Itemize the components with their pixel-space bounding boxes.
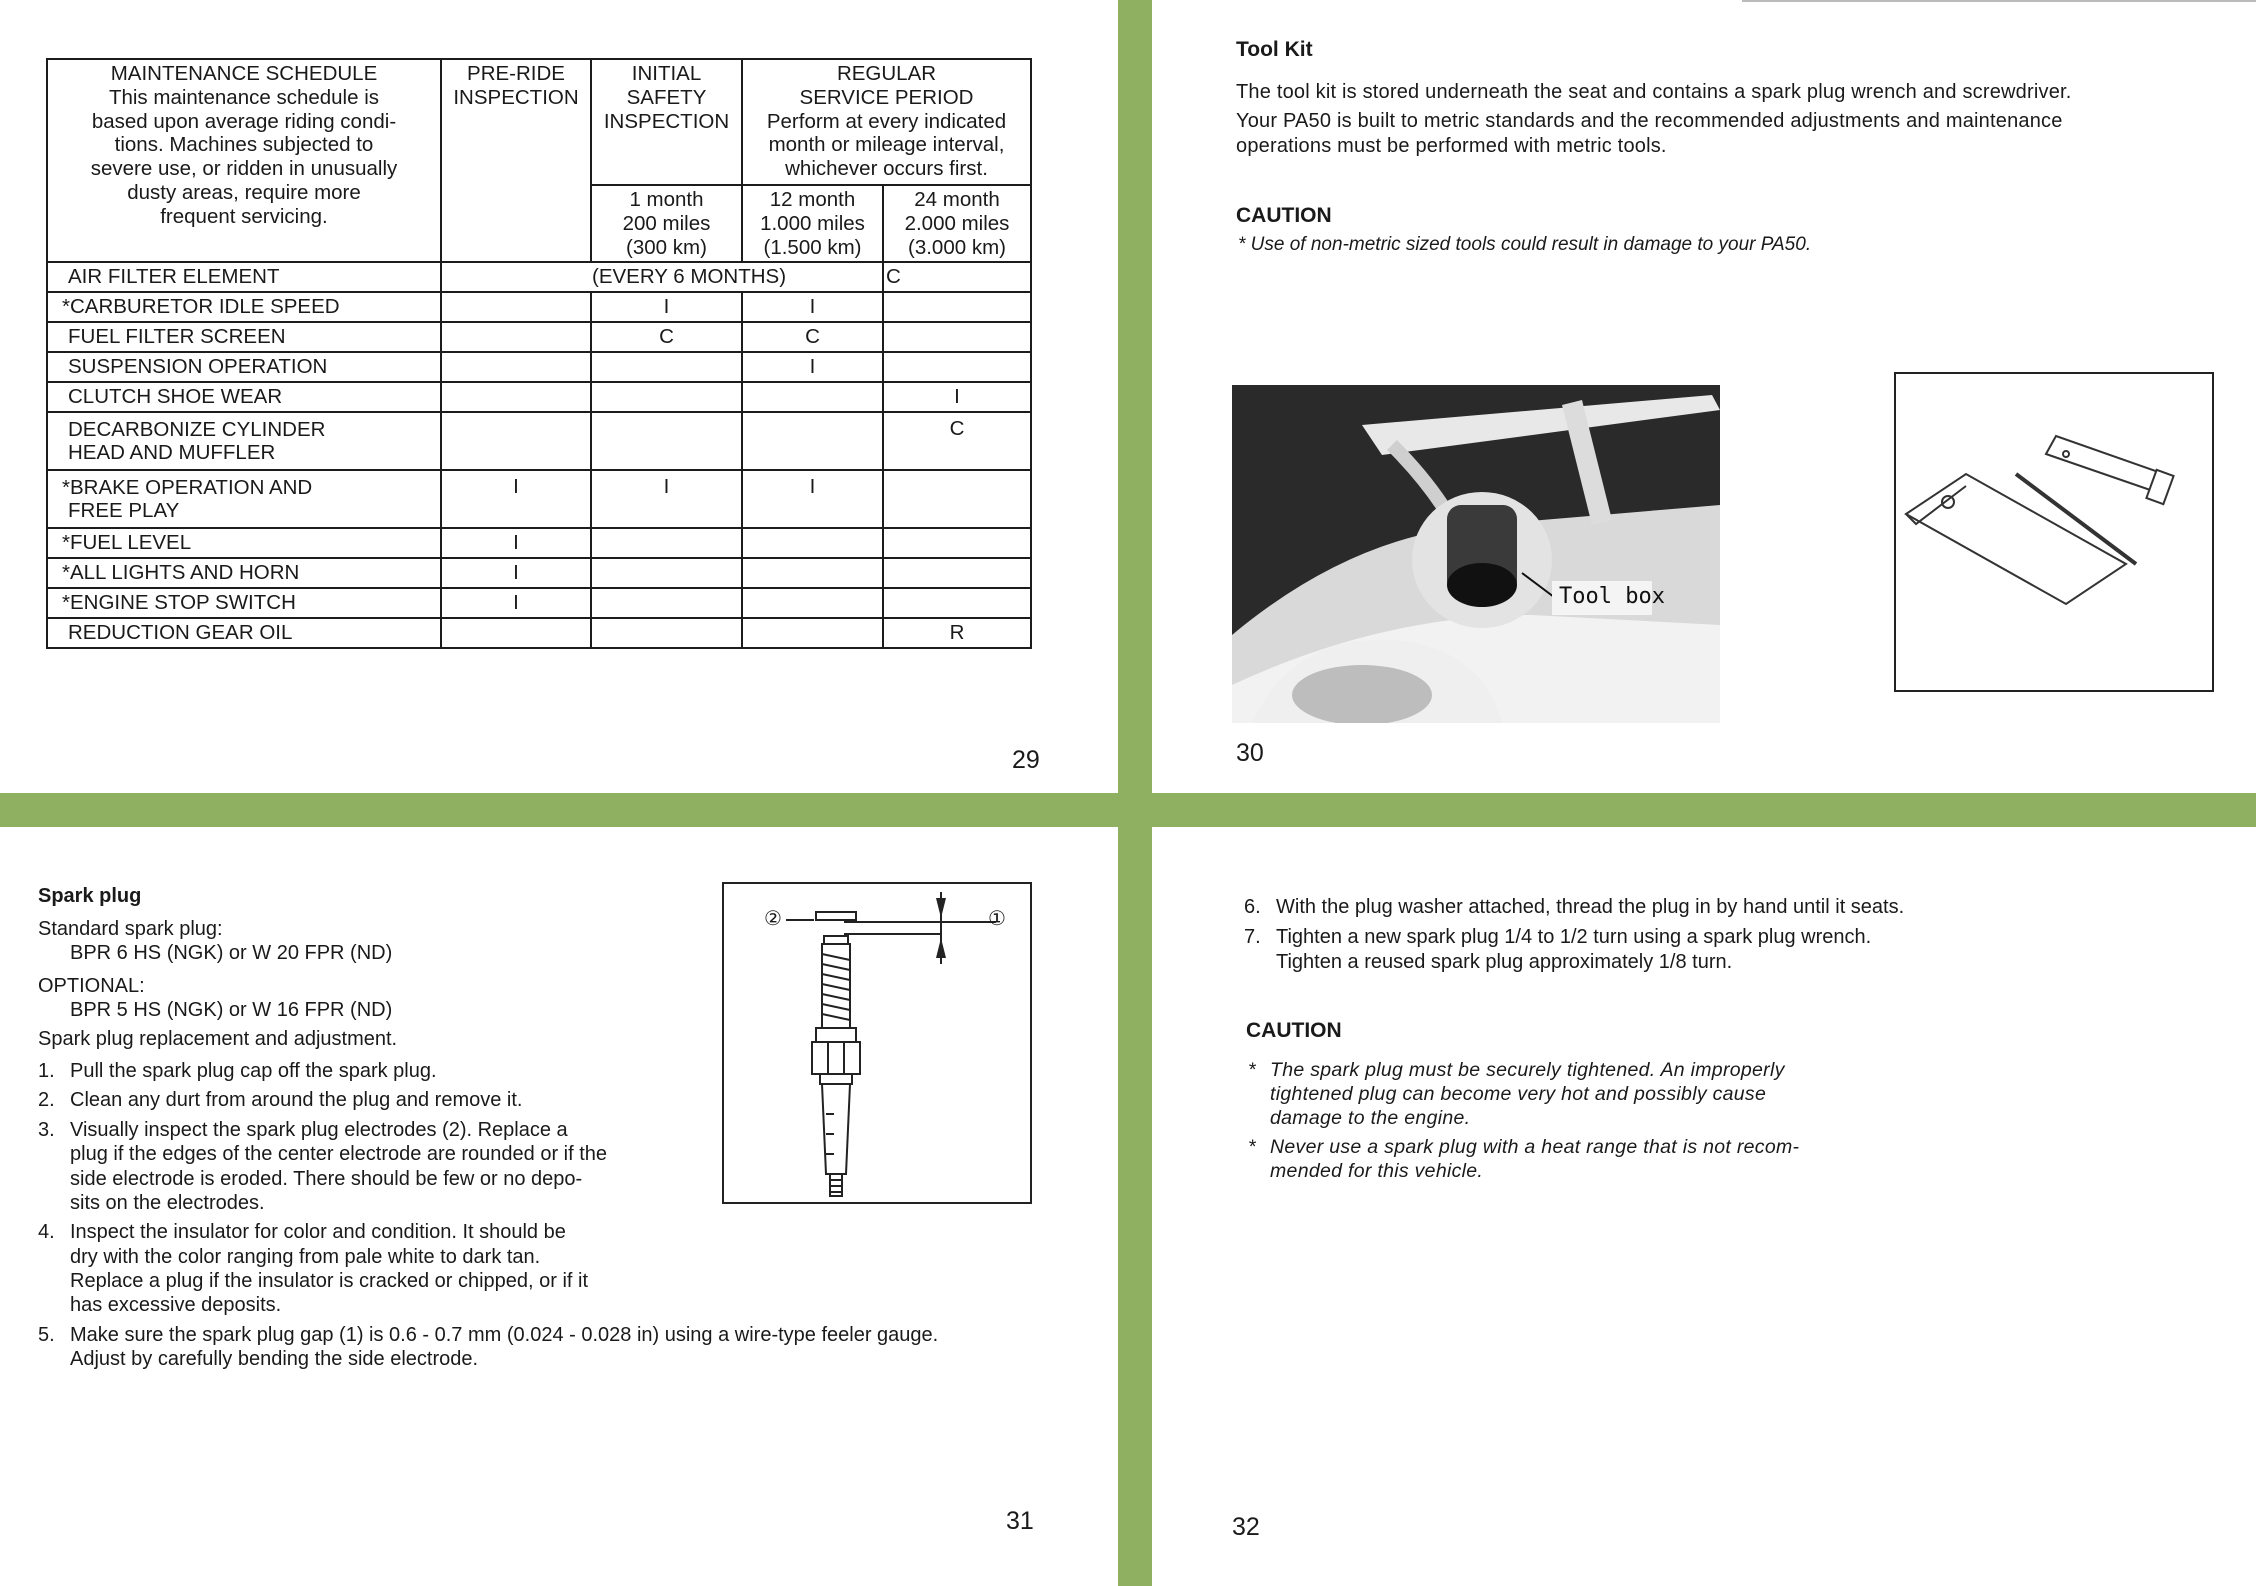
cell-12: [742, 412, 883, 470]
interval-line: (300 km): [626, 235, 707, 259]
list-item: [38, 1323, 1098, 1372]
cell-24: I: [883, 382, 1031, 412]
item-label: *ALL LIGHTS AND HORN: [62, 561, 300, 585]
optional-label: OPTIONAL:: [38, 974, 145, 997]
header-line: INSPECTION: [453, 85, 579, 109]
step-number: 4.: [38, 1221, 55, 1244]
cell-pre: [441, 618, 591, 648]
table-row: [47, 352, 1031, 382]
interval-24-month: [883, 185, 1031, 262]
header-line: SAFETY: [626, 85, 707, 109]
header-line: month or mileage interval,: [768, 133, 1005, 157]
cell-1: [591, 528, 742, 558]
top-rule: [1742, 0, 2256, 2]
item-label: DECARBONIZE CYLINDER: [68, 417, 326, 441]
cell-pre: I: [441, 470, 591, 528]
cell-12: [742, 618, 883, 648]
step-line: Pull the spark plug cap off the spark plug.: [70, 1059, 437, 1082]
cell-value: C: [886, 265, 901, 289]
initial-safety-header: [591, 59, 742, 185]
caution-list: [1248, 1059, 1868, 1184]
item-label: *BRAKE OPERATION AND: [62, 475, 313, 499]
step-line: Replace a plug if the insulator is cracked or chipped, or if it: [70, 1270, 589, 1293]
cell-24: [883, 528, 1031, 558]
header-line: INSPECTION: [603, 109, 730, 133]
tool-kit-paragraph: [1236, 80, 2236, 158]
header-line: whichever occurs first.: [785, 157, 988, 181]
step-line: Tighten a reused spark plug approximately 1/8 turn.: [1276, 950, 1733, 973]
cell-1: [591, 618, 742, 648]
cell-24: [883, 588, 1031, 618]
page-number: 29: [1012, 746, 1040, 774]
cell-12: I: [742, 352, 883, 382]
step-line: Clean any durt from around the plug and remove it.: [70, 1089, 523, 1112]
page-32: [1152, 827, 2256, 1586]
step-line: Tighten a new spark plug 1/4 to 1/2 turn using a spark plug wrench.: [1276, 926, 1872, 949]
caution-line: mended for this vehicle.: [1270, 1160, 1484, 1183]
cell-12: [742, 558, 883, 588]
item-name: [47, 382, 441, 412]
table-row: [47, 382, 1031, 412]
cell-1: [591, 352, 742, 382]
cell-pre: I: [441, 528, 591, 558]
item-label: AIR FILTER ELEMENT: [68, 265, 280, 289]
interval-1-month: [591, 185, 742, 262]
cell-pre: I: [441, 588, 591, 618]
cell-1: [591, 558, 742, 588]
item-name: [47, 588, 441, 618]
cell-pre: [441, 352, 591, 382]
intro-text: Spark plug replacement and adjustment.: [38, 1027, 398, 1050]
header-line: Perform at every indicated: [766, 109, 1007, 133]
cell-12: I: [742, 292, 883, 322]
cell-24: R: [883, 618, 1031, 648]
step-line: sits on the electrodes.: [70, 1191, 265, 1214]
cell-1: I: [591, 470, 742, 528]
cell-12: I: [742, 470, 883, 528]
cell-12: C: [742, 322, 883, 352]
schedule-line: dusty areas, require more: [127, 180, 361, 204]
cell-1: [591, 382, 742, 412]
cell-1: C: [591, 322, 742, 352]
cell-24: [883, 558, 1031, 588]
cell-24: [883, 292, 1031, 322]
tool-box-photo-art: [1232, 385, 1720, 723]
table-row: [47, 588, 1031, 618]
interval-line: (1.500 km): [763, 235, 862, 259]
cell-12: [742, 382, 883, 412]
paragraph-line: operations must be performed with metric tools.: [1236, 134, 1667, 157]
cell-pre: [441, 322, 591, 352]
cell-pre: [441, 292, 591, 322]
item-name: [47, 352, 441, 382]
table-row: [47, 322, 1031, 352]
cell-pre: I: [441, 558, 591, 588]
schedule-line: tions. Machines subjected to: [114, 133, 374, 157]
item-name: [47, 470, 441, 528]
bullet: *: [1248, 1059, 1256, 1081]
air-filter-note: [441, 262, 883, 292]
paragraph-line: Your PA50 is built to metric standards and the recommended adjustments and maintenance: [1236, 110, 2063, 133]
table-row: [47, 262, 1031, 292]
cell-pre: [441, 412, 591, 470]
page-30: [1152, 0, 2256, 793]
interval-line: 12 month: [769, 188, 856, 211]
step-number: 5.: [38, 1323, 55, 1346]
header-line: SERVICE PERIOD: [799, 85, 974, 109]
interval-line: 1 month: [629, 188, 704, 211]
cell-pre: [441, 382, 591, 412]
list-item: [1244, 895, 2224, 919]
maintenance-schedule-table: [46, 58, 1032, 649]
step-line: dry with the color ranging from pale white to dark tan.: [70, 1245, 541, 1268]
step-number: 7.: [1244, 926, 1261, 949]
caution-text: * Use of non-metric sized tools could result in damage to your PA50.: [1238, 234, 1812, 255]
schedule-title: MAINTENANCE SCHEDULE: [110, 62, 378, 85]
item-label: HEAD AND MUFFLER: [68, 441, 276, 465]
interval-line: 1.000 miles: [760, 211, 865, 235]
item-label: SUSPENSION OPERATION: [68, 355, 328, 379]
schedule-line: severe use, or ridden in unusually: [90, 157, 398, 181]
tool-box-photo: [1232, 385, 1720, 723]
page-number: 30: [1236, 739, 1264, 767]
tool-kit-illustration: [1894, 372, 2214, 692]
step-number: 1.: [38, 1059, 55, 1082]
step-number: 6.: [1244, 896, 1261, 918]
item-name: [47, 558, 441, 588]
standard-value: BPR 6 HS (NGK) or W 20 FPR (ND): [70, 942, 393, 965]
tool-kit-heading: Tool Kit: [1236, 38, 1313, 61]
electrode-label: ②: [764, 908, 782, 930]
step-line: Adjust by carefully bending the side electrode.: [70, 1348, 479, 1371]
steps-list: [1244, 895, 2224, 974]
caution-heading: CAUTION: [1246, 1019, 1342, 1042]
interval-line: (3.000 km): [908, 235, 1006, 259]
item-name: [47, 618, 441, 648]
table-row: [47, 618, 1031, 648]
item-label: FREE PLAY: [68, 499, 180, 523]
schedule-line: based upon average riding condi-: [91, 109, 397, 133]
step-line: has excessive deposits.: [70, 1294, 282, 1317]
caution-heading: CAUTION: [1236, 204, 1332, 227]
caution-line: Never use a spark plug with a heat range that is not recom-: [1270, 1136, 1800, 1159]
item-label: FUEL FILTER SCREEN: [68, 325, 286, 349]
tool-box-label: Tool box: [1559, 584, 1665, 609]
interval-12-month: [742, 185, 883, 262]
header-line: INITIAL: [631, 62, 702, 85]
paragraph-line: The tool kit is stored underneath the seat and contains a spark plug wrench and screwdriver.: [1236, 81, 2072, 103]
header-line: REGULAR: [836, 62, 937, 85]
cell-1: [591, 412, 742, 470]
cell-12: [742, 528, 883, 558]
page-29: [0, 0, 1118, 793]
step-line: Inspect the insulator for color and condition. It should be: [70, 1221, 566, 1244]
page-number: 31: [1006, 1507, 1034, 1535]
item-label: *FUEL LEVEL: [62, 531, 192, 555]
table-row: [47, 528, 1031, 558]
cell-24: C: [883, 412, 1031, 470]
caution-line: tightened plug can become very hot and possibly cause: [1270, 1082, 1767, 1105]
table-row: [47, 292, 1031, 322]
spark-plug-diagram: [722, 882, 1032, 1204]
cell-12: [742, 588, 883, 618]
cell-1: [591, 588, 742, 618]
item-name: [47, 322, 441, 352]
interval-line: 24 month: [914, 188, 1000, 211]
step-line: Make sure the spark plug gap (1) is 0.6 - 0.7 mm (0.024 - 0.028 in) using a wire-type feeler gauge.: [70, 1323, 939, 1346]
table-row: [47, 558, 1031, 588]
list-item: [1244, 925, 2224, 974]
item-name: [47, 528, 441, 558]
step-line: Visually inspect the spark plug electrodes (2). Replace a: [70, 1118, 568, 1141]
step-line: With the plug washer attached, thread the plug in by hand until it seats.: [1276, 896, 1905, 918]
pre-ride-header: [441, 59, 591, 262]
cell-24: [883, 470, 1031, 528]
caution-item: [1248, 1136, 1868, 1184]
interval-line: 2.000 miles: [904, 211, 1010, 235]
caution-line: damage to the engine.: [1270, 1106, 1471, 1129]
schedule-line: frequent servicing.: [160, 204, 328, 228]
page-number: 32: [1232, 1513, 1260, 1541]
item-label: *CARBURETOR IDLE SPEED: [62, 295, 340, 319]
item-label: *ENGINE STOP SWITCH: [62, 591, 296, 615]
caution-line: The spark plug must be securely tightened. An improperly: [1270, 1059, 1785, 1081]
standard-label: Standard spark plug:: [38, 918, 223, 940]
optional-value: BPR 5 HS (NGK) or W 16 FPR (ND): [70, 999, 393, 1022]
item-label: REDUCTION GEAR OIL: [68, 621, 293, 645]
spark-plug-drawing: [724, 884, 1030, 1202]
cell-24: [883, 352, 1031, 382]
regular-service-header: [742, 59, 1031, 185]
step-line: plug if the edges of the center electrode are rounded or if the: [70, 1143, 608, 1166]
cell-24: [883, 262, 1031, 292]
spark-plug-heading: Spark plug: [38, 885, 142, 907]
item-name: [47, 412, 441, 470]
item-label: CLUTCH SHOE WEAR: [68, 385, 283, 409]
step-number: 2.: [38, 1089, 55, 1112]
interval-line: 200 miles: [622, 211, 711, 235]
table-row: [47, 470, 1031, 528]
schedule-line: This maintenance schedule is: [108, 85, 380, 109]
caution-item: [1248, 1059, 1868, 1130]
cell-1: I: [591, 292, 742, 322]
schedule-description: [47, 59, 441, 262]
bullet: *: [1248, 1136, 1256, 1159]
spark-plug-steps-continued: [1244, 895, 2224, 974]
cell-24: [883, 322, 1031, 352]
step-number: 3.: [38, 1118, 55, 1141]
interval-note: (EVERY 6 MONTHS): [592, 265, 787, 289]
step-line: side electrode is eroded. There should be few or no depo-: [70, 1167, 583, 1190]
table-row: [47, 412, 1031, 470]
tool-kit-drawing: [1896, 374, 2212, 690]
item-name: [47, 292, 441, 322]
gap-label: ①: [988, 908, 1006, 930]
item-name: [47, 262, 441, 292]
list-item: [38, 1220, 1098, 1318]
page-31: [0, 827, 1118, 1586]
header-line: PRE-RIDE: [467, 62, 565, 85]
